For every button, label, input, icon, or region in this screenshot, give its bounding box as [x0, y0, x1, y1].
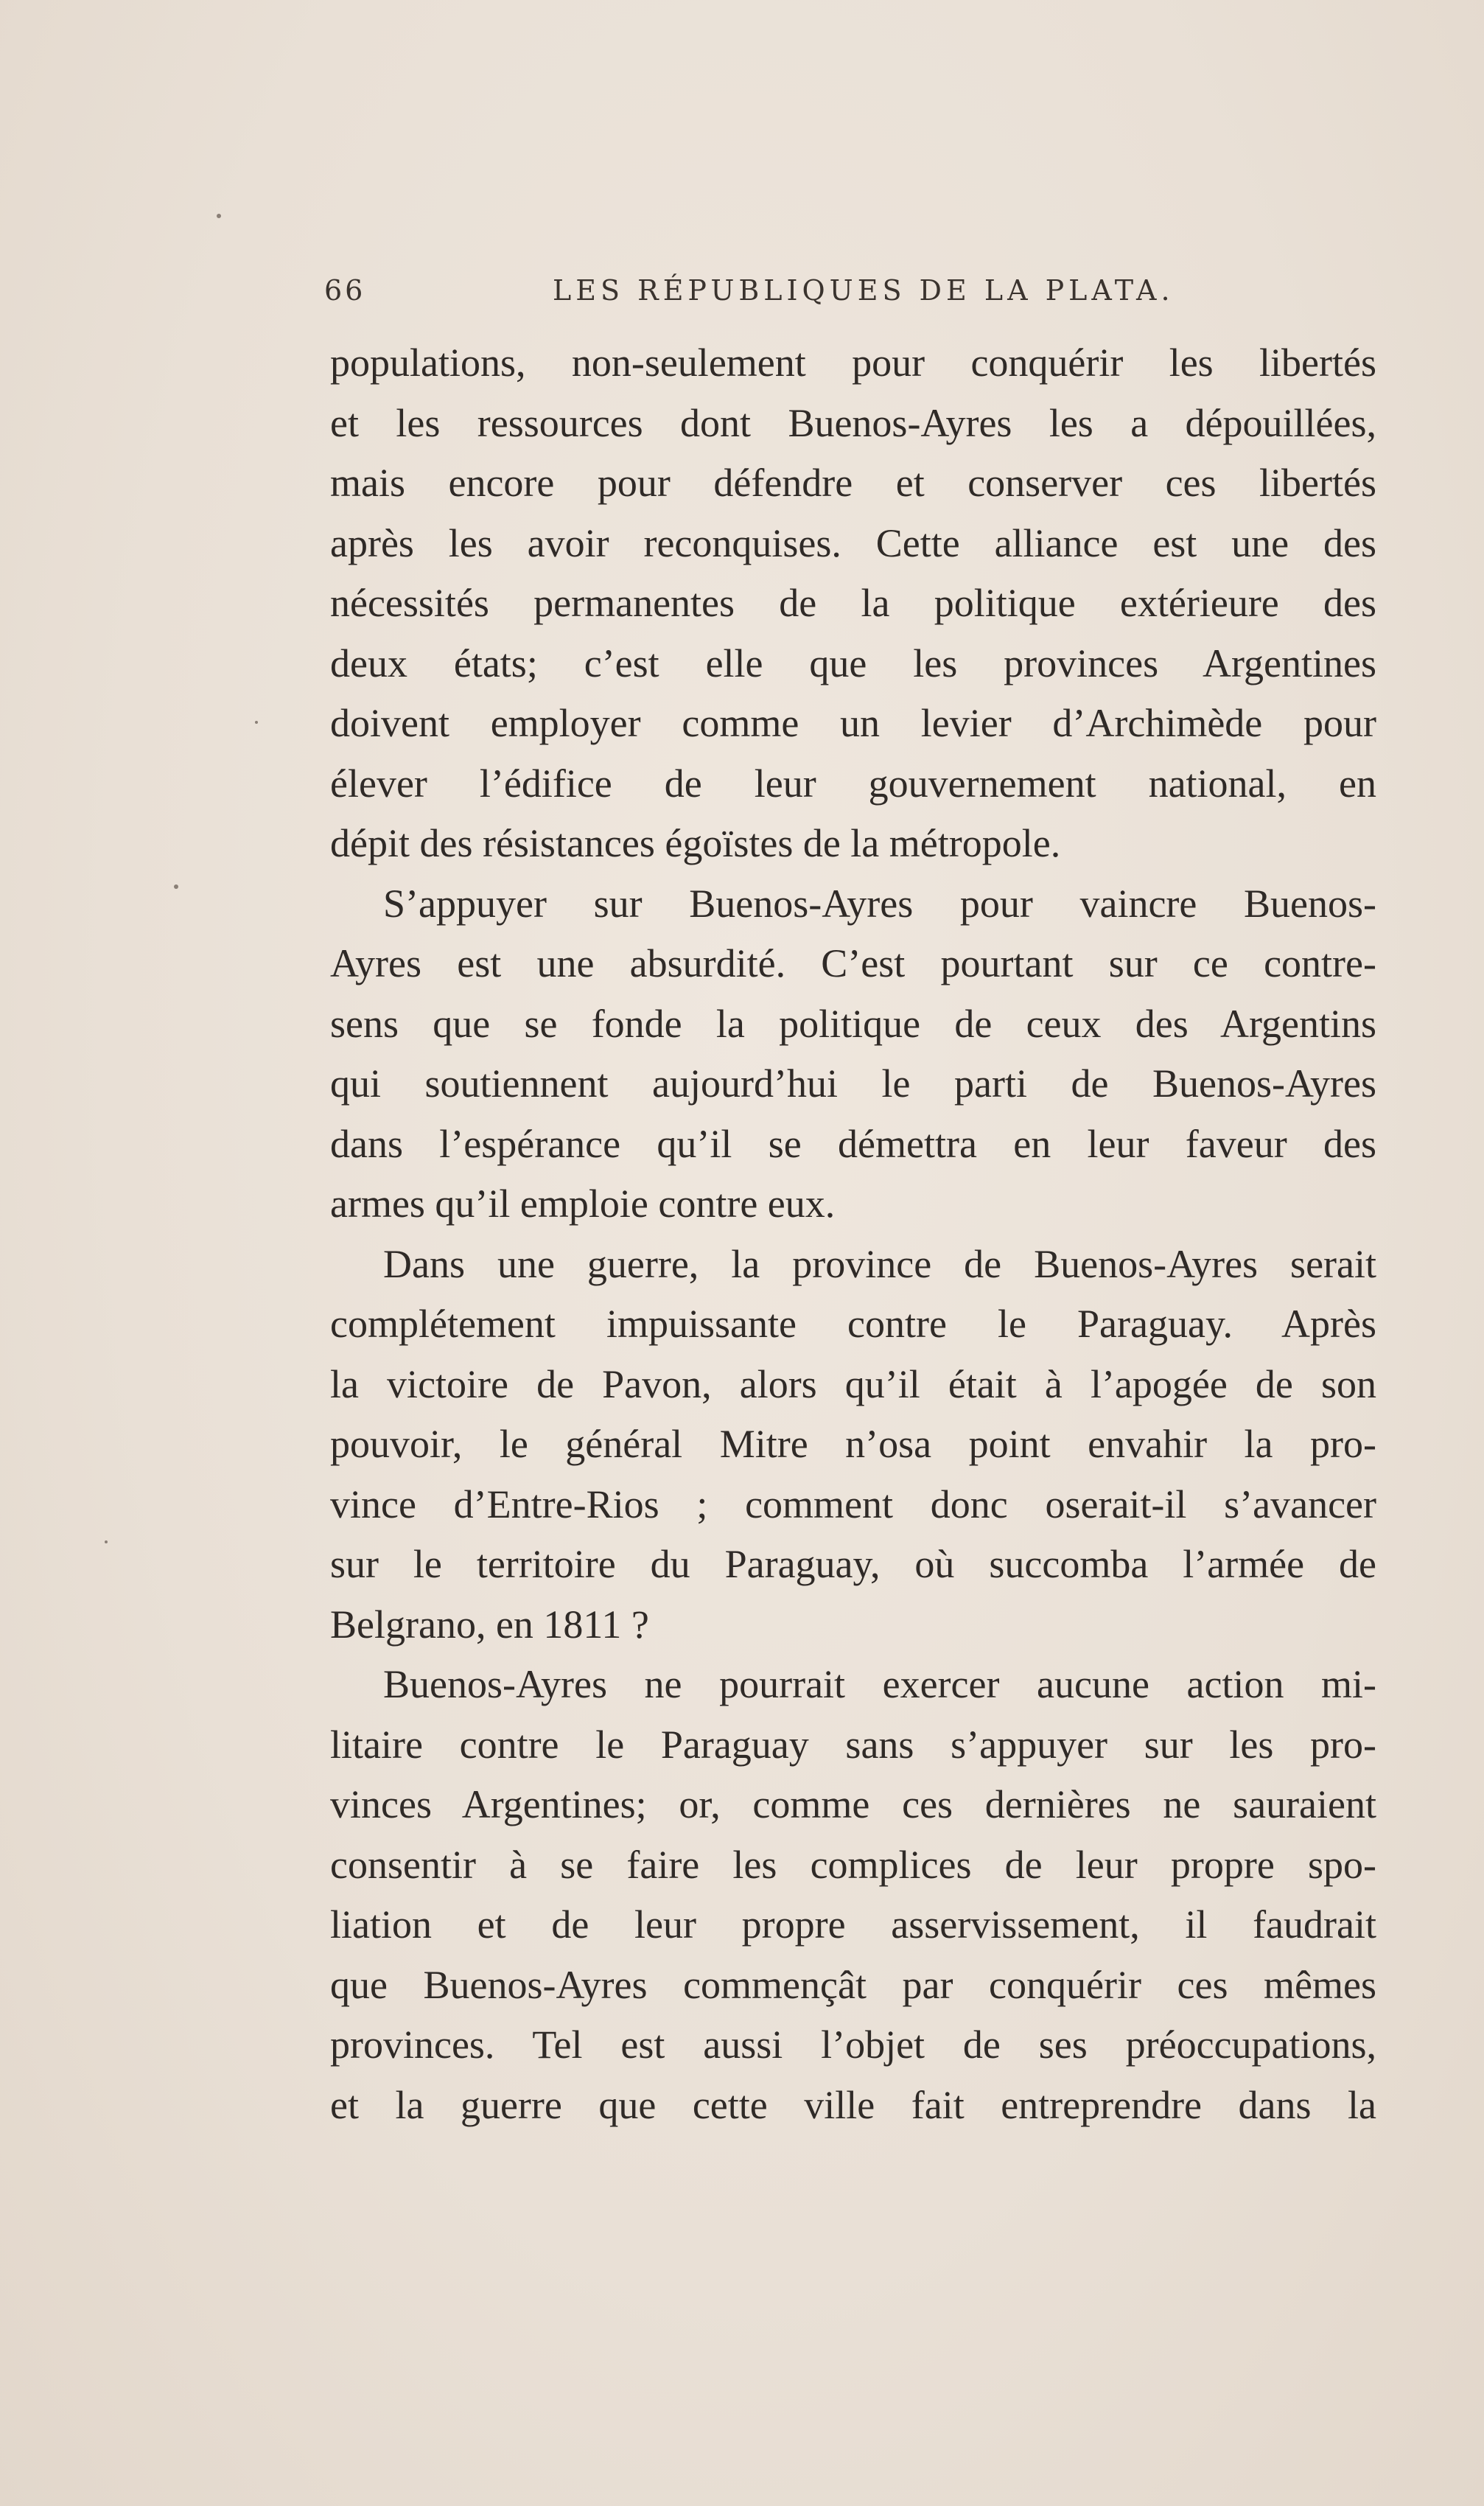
- text-line: armes qu’il emploie contre eux.: [330, 1182, 836, 1226]
- text-line: sur le territoire du Paraguay, où succomba l’armée de: [330, 1542, 1376, 1586]
- text-line: Ayres est une absurdité. C’est pourtant sur ce contre-: [330, 941, 1376, 985]
- text-line: pouvoir, le général Mitre n’osa point envahir la pro-: [330, 1422, 1376, 1466]
- text-line: S’appuyer sur Buenos-Ayres pour vaincre Buenos-: [383, 881, 1376, 926]
- paper-speck: [105, 1540, 108, 1543]
- text-line: consentir à se faire les complices de leur propre spo-: [330, 1842, 1376, 1887]
- text-line: provinces. Tel est aussi l’objet de ses préoccupations,: [330, 2022, 1376, 2067]
- text-line: élever l’édifice de leur gouvernement national, en: [330, 761, 1376, 806]
- text-line: dans l’espérance qu’il se démettra en leur faveur des: [330, 1121, 1376, 1166]
- text-line: vince d’Entre-Rios ; comment donc oserait-il s’avancer: [330, 1481, 1376, 1526]
- text-line: Dans une guerre, la province de Buenos-Ayres serait: [383, 1241, 1376, 1286]
- text-line: la victoire de Pavon, alors qu’il était à l’apogée de son: [330, 1361, 1376, 1406]
- paper-speck: [255, 721, 258, 724]
- paper-speck: [217, 214, 221, 218]
- text-line: que Buenos-Ayres commençât par conquérir ces mêmes: [330, 1962, 1376, 2007]
- text-line: populations, non-seulement pour conquérir les libertés: [330, 341, 1376, 385]
- text-line: dépit des résistances égoïstes de la métropole.: [330, 821, 1061, 865]
- page-number: 66: [324, 274, 366, 307]
- text-line: liation et de leur propre asservissement, il faudrait: [330, 1902, 1376, 1947]
- body-text: [330, 333, 1376, 2135]
- text-line: mais encore pour défendre et conserver ces libertés: [330, 461, 1376, 505]
- text-line: Belgrano, en 1811 ?: [330, 1602, 649, 1647]
- text-line: Buenos-Ayres ne pourrait exercer aucune action mi-: [383, 1662, 1376, 1706]
- text-line: complétement impuissante contre le Paraguay. Après: [330, 1302, 1376, 1346]
- running-title: LES RÉPUBLIQUES DE LA PLATA.: [553, 274, 1175, 307]
- paper-speck: [174, 884, 178, 889]
- text-line: sens que se fonde la politique de ceux des Argentins: [330, 1001, 1376, 1046]
- page-header: [324, 274, 1385, 326]
- text-line: deux états; c’est elle que les provinces Argentines: [330, 641, 1376, 685]
- text-line: litaire contre le Paraguay sans s’appuyer sur les pro-: [330, 1722, 1376, 1767]
- text-line: qui soutiennent aujourd’hui le parti de Buenos-Ayres: [330, 1061, 1376, 1106]
- text-line: vinces Argentines; or, comme ces dernières ne sauraient: [330, 1782, 1376, 1826]
- text-line: doivent employer comme un levier d’Archimède pour: [330, 701, 1376, 745]
- text-line: après les avoir reconquises. Cette alliance est une des: [330, 520, 1376, 565]
- text-line: et les ressources dont Buenos-Ayres les a dépouillées,: [330, 400, 1376, 445]
- text-line: et la guerre que cette ville fait entreprendre dans la: [330, 2082, 1376, 2127]
- text-line: nécessités permanentes de la politique extérieure des: [330, 581, 1376, 625]
